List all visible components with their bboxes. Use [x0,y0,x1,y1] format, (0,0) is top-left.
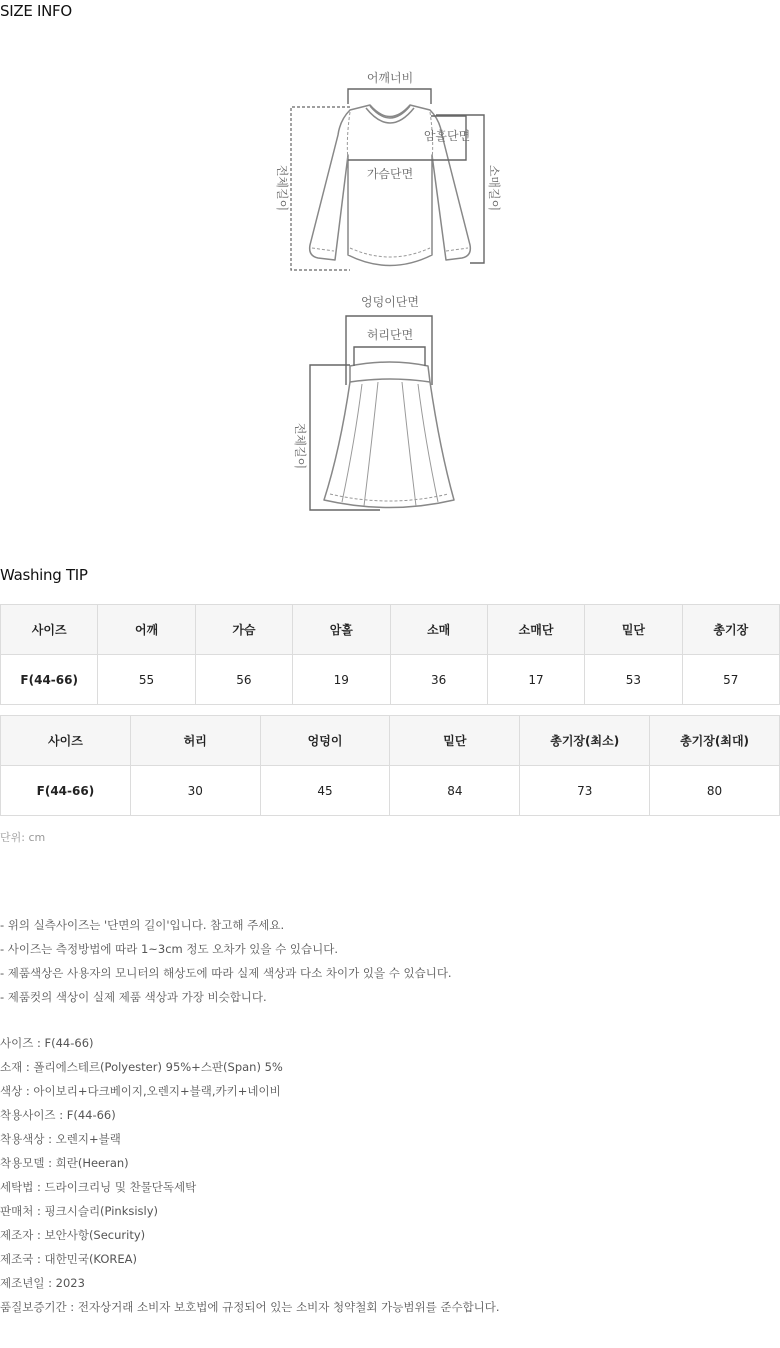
table-cell: 84 [390,766,520,816]
list-item: 제조자 : 보안사항(Security) [0,1228,146,1242]
table-cell: 19 [293,655,390,705]
table-cell: 55 [98,655,195,705]
washing-tip-title: Washing TIP [0,566,88,584]
top-total-length-label: 전체길이 [275,164,289,212]
table-row [1,655,780,705]
bottom-size-table [0,715,780,816]
table-header-cell: 총기장(최대) [650,716,780,766]
table-header-cell: 총기장 [682,605,779,655]
list-item: 착용사이즈 : F(44-66) [0,1108,116,1122]
skirt-diagram [0,290,780,520]
table-cell: 73 [520,766,650,816]
table-cell: 30 [130,766,260,816]
list-item: 판매처 : 핑크시슬리(Pinksisly) [0,1204,159,1218]
table-header-cell: 어깨 [98,605,195,655]
list-item: 제조년일 : 2023 [0,1276,85,1290]
table-cell: 17 [487,655,584,705]
table-row [1,766,780,816]
table-header-cell: 소매단 [487,605,584,655]
table-header-cell: 암홀 [293,605,390,655]
table-header-cell: 사이즈 [1,605,98,655]
table-cell: 80 [650,766,780,816]
table-cell: F(44-66) [1,766,131,816]
list-item: 세탁법 : 드라이크리닝 및 찬물단독세탁 [0,1180,197,1194]
list-item: 착용색상 : 오렌지+블랙 [0,1132,121,1146]
skirt-total-length-label: 전체길이 [293,422,307,470]
table-header-row [1,605,780,655]
table-cell: 45 [260,766,390,816]
table-cell: 56 [195,655,292,705]
table-header-cell: 소매 [390,605,487,655]
list-item: 색상 : 아이보리+다크베이지,오렌지+블랙,카키+네이비 [0,1084,281,1098]
table-cell: 57 [682,655,779,705]
table-cell: F(44-66) [1,655,98,705]
table-header-cell: 밑단 [585,605,682,655]
list-item: 품질보증기간 : 전자상거래 소비자 보호법에 규정되어 있는 소비자 청약철회 가능범위를 준수합니다. [0,1300,500,1314]
list-item: - 제품색상은 사용자의 모니터의 해상도에 따라 실제 색상과 다소 차이가 있을 수 있습니다. [0,966,452,980]
chest-label: 가슴단면 [366,167,414,181]
table-cell: 36 [390,655,487,705]
table-header-row [1,716,780,766]
table-header-cell: 가슴 [195,605,292,655]
list-item: - 사이즈는 측정방법에 따라 1~3cm 정도 오차가 있을 수 있습니다. [0,942,339,956]
table-header-cell: 허리 [130,716,260,766]
size-notes-list [0,915,452,1011]
unit-label: 단위: cm [0,831,46,844]
table-header-cell: 밑단 [390,716,520,766]
shoulder-width-label: 어깨너비 [366,71,414,85]
table-header-cell: 엉덩이 [260,716,390,766]
armhole-label: 암홀단면 [423,129,471,143]
list-item: 사이즈 : F(44-66) [0,1036,94,1050]
table-cell: 53 [585,655,682,705]
size-info-title: SIZE INFO [0,2,72,20]
top-garment-diagram [0,60,780,280]
hip-label: 엉덩이단면 [361,295,419,309]
top-size-table [0,604,780,705]
waist-label: 허리단면 [366,328,414,342]
list-item: - 제품컷의 색상이 실제 제품 색상과 가장 비슷합니다. [0,990,267,1004]
list-item: - 위의 실측사이즈는 '단면의 길이'입니다. 참고해 주세요. [0,918,285,932]
sleeve-length-label: 소매길이 [487,164,501,212]
table-header-cell: 사이즈 [1,716,131,766]
list-item: 소재 : 폴리에스테르(Polyester) 95%+스판(Span) 5% [0,1060,283,1074]
list-item: 제조국 : 대한민국(KOREA) [0,1252,138,1266]
list-item: 착용모델 : 희란(Heeran) [0,1156,129,1170]
product-specs-list [0,1033,500,1321]
table-header-cell: 총기장(최소) [520,716,650,766]
